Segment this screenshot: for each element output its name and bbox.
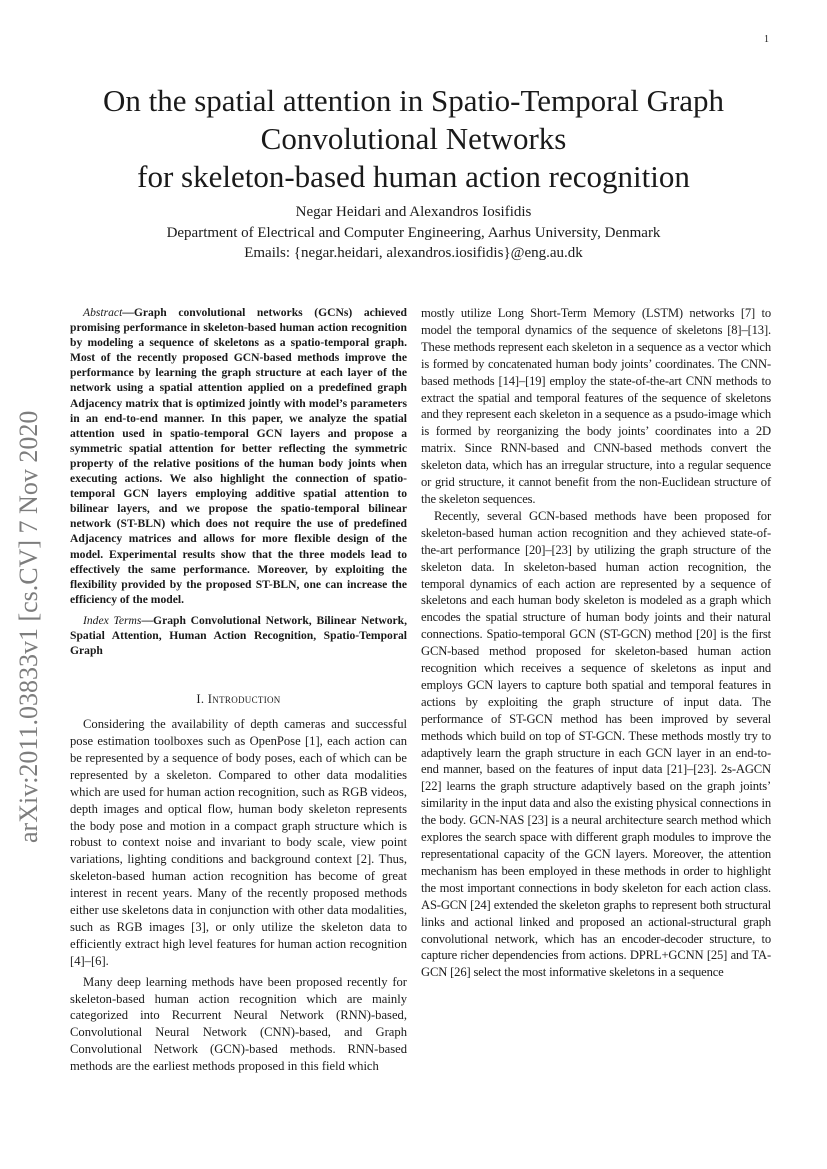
index-terms-text: Graph Convolutional Network, Bilinear Network, Spatial Attention, Human Action Recognition, Spatio-Temporal Graph [70, 613, 408, 658]
title-line-3: for skeleton-based human action recognition [137, 159, 690, 194]
title-line-1: On the spatial attention in Spatio-Temporal Graph [102, 83, 725, 118]
paper-title [0, 82, 827, 196]
index-terms-label: Index Terms [83, 613, 142, 627]
index-terms: Index Terms—Graph Convolutional Network, Bilinear Network, Spatial Attention, Human Action Recognition, Spatio-Temporal Graph [70, 613, 408, 658]
left-column [70, 305, 407, 1075]
author-names: Negar Heidari and Alexandros Iosifidis [295, 204, 532, 220]
abstract: Abstract—Graph convolutional networks (GCNs) achieved promising performance in skeleton-based human action recognition by modeling a sequence of skeletons as a spatio-temporal graph. Most of the recently proposed GCN-based methods improve the performance by learning the graph structure at each layer of the network using a spatial attention applied on a predefined graph Adjacency matrix that is optimized jointly with model’s parameters in an end-to-end manner. In this paper, we analyze the spatial attention used in spatio-temporal GCN layers and propose a symmetric spatial attention for better reflecting the symmetric property of the relative positions of the human body joints when executing actions. We also highlight the connection of spatio-temporal GCN layers employing additive spatial attention to bilinear layers, and we propose the spatio-temporal bilinear network (ST-BLN) which does not require the use of predefined Adjacency matrices and allows for more flexible design of the model. Experimental results show that the three models lead to effectively the same performance. Moreover, by exploiting the flexibility provided by the proposed ST-BLN, one can increase the efficiency of the model. [70, 306, 407, 606]
arxiv-side-stamp-text: arXiv:2011.03833v1 [cs.CV] 7 Nov 2020 [14, 410, 43, 843]
author-emails: Emails: {negar.heidari, alexandros.iosifidis}@eng.au.dk [244, 245, 583, 261]
page-number: 1 [764, 34, 769, 45]
right-column [421, 305, 771, 981]
intro-paragraph-1: Considering the availability of depth cameras and successful pose estimation toolboxes such as OpenPose [1], each action can be represented by a sequence of body poses, each of which can be represented by a skeleton. Compared to other data modalities which are used for human action recognition, such as RGB videos, depth images and optical flow, human body skeleton represents the body pose and motion in a compact graph structure which is robust to context noise and invariant to body scale, view point variations, lighting conditions and background context [2]. Thus, skeleton-based human action recognition has become of great interest in recent years. Many of the recently proposed methods either use skeletons data in conjunction with other data modalities, such as RGB images [3], or only utilize the skeleton data to efficiently extract high level features for human action recognition [4]–[6]. [70, 717, 407, 968]
abstract-text: Graph convolutional networks (GCNs) achieved promising performance in skeleton-based human action recognition by modeling a sequence of skeletons as a spatio-temporal graph. Most of the recently proposed GCN-based methods improve the performance by learning the graph structure at each layer of the network using a spatial attention applied on a predefined graph Adjacency matrix that is optimized jointly with model’s parameters in an end-to-end manner. In this paper, we analyze the spatial attention used in spatio-temporal GCN layers and propose a symmetric spatial attention for better reflecting the symmetric property of the relative positions of the human body joints when executing actions. We also highlight the connection of spatio-temporal GCN layers employing additive spatial attention to bilinear layers, and we propose the spatio-temporal bilinear network (ST-BLN) which does not require the use of predefined Adjacency matrices and allows for more flexible design of the model. Experimental results show that the three models lead to effectively the same performance. Moreover, by exploiting the flexibility provided by the proposed ST-BLN, one can increase the efficiency of the model. [70, 306, 407, 606]
author-affiliation: Department of Electrical and Computer Engineering, Aarhus University, Denmark [166, 224, 661, 241]
intro-paragraph-4: Recently, several GCN-based methods have been proposed for skeleton-based human action recognition and they achieved state-of-the-art performance [20]–[23] by utilizing the graph structure of the skeleton data. In skeleton-based human action recognition, the temporal dynamics of each action are represented by a sequence of skeletons and each human body skeleton is modeled as a graph which encodes the spatial structure of human body joints and their natural connections. Spatio-temporal GCN (ST-GCN) method [20] is the first GCN-based method proposed for skeleton-based human action recognition which receives a sequence of skeletons as input and employs GCN layers to capture both spatial and temporal features in actions by exploiting the graph structure of input data. The performance of ST-GCN method has been improved by several methods which build on top of ST-GCN. These methods mostly try to adaptively learn the graph structure in each GCN layer in an end-to-end manner, based on the features of input data [21]–[23]. 2s-AGCN [22] learns the graph structure adaptively based on the graph joints’ similarity in the input data and also the existing physical connections in the body. GCN-NAS [23] is a neural architecture search method which explores the search space with different graph modules to improve the representational capacity of the GCN layers. Moreover, the attention mechanism has been employed in these methods in order to highlight the most important connections in body skeleton for each action class. AS-GCN [24] extended the skeleton graphs to represent both structural links and actional linked and proposed an actional-structural graph convolutional network, which has an encoder-decoder structure, to capture richer dependencies from actions. DPRL+GCNN [25] and TA-GCN [26] select the most informative skeletons in a sequence [421, 508, 771, 980]
section-heading: I. Introduction [196, 692, 281, 707]
abstract-label: Abstract [83, 306, 123, 319]
author-block [0, 202, 827, 264]
intro-paragraph-2: Many deep learning methods have been proposed recently for skeleton-based human action recognition which are mainly categorized into Recurrent Neural Network (RNN)-based, Convolutional Neural Network (CNN)-based, and Graph Convolutional Network (GCN)-based methods. RNN-based methods are the earliest methods proposed in this field which [70, 974, 407, 1074]
title-line-2: Convolutional Networks [260, 121, 567, 156]
arxiv-side-stamp [14, 363, 50, 843]
intro-paragraph-3: mostly utilize Long Short-Term Memory (LSTM) networks [7] to model the temporal dynamics of the sequence of skeletons [8]–[13]. These methods represent each skeleton in a sequence as a vector which is formed by concatenated human body joints’ coordinates. The CNN-based methods [14]–[19] employ the state-of-the-art CNN methods to extract the spatial and temporal features of the sequence of skeletons and they represent each skeleton in a sequence as a psudo-image which is formed by reorganizing the body joints’ coordinates into a 2D matrix. Since RNN-based and CNN-based methods convert the skeleton data, which has an irregular structure, into a regular sequence or grid structure, it cannot benefit from the non-Euclidean structure of the skeleton sequences. [421, 306, 771, 506]
